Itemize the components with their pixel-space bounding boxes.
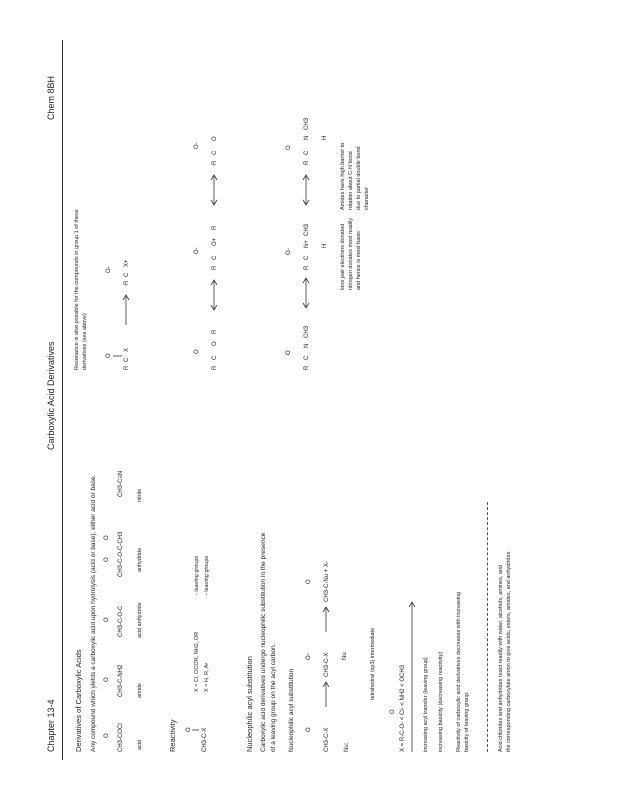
svg-text:O: O: [286, 145, 292, 150]
svg-text:O-: O-: [194, 142, 200, 149]
svg-text:CH3-C-O-C: CH3-C-O-C: [118, 605, 124, 637]
svg-text:C: C: [304, 150, 310, 155]
svg-text:O: O: [104, 617, 110, 622]
svg-text:O: O: [104, 535, 110, 540]
svg-text:O: O: [104, 557, 110, 562]
resonance-structures-1: [98, 220, 158, 370]
svg-text:X: X: [124, 347, 130, 352]
svg-text:CH3-C-Nu + X-: CH3-C-Nu + X-: [324, 561, 330, 602]
course-label: Chem 8BH: [46, 75, 56, 120]
mechanism-desc-2: of a leaving group on the acyl carbon.: [270, 643, 277, 752]
derivatives-heading: Derivatives of Carboxylic Acids: [74, 649, 83, 752]
svg-text:R: R: [212, 365, 218, 370]
svg-text:O: O: [186, 727, 192, 732]
amide-resonance: [268, 110, 348, 370]
svg-text:O+: O+: [212, 237, 218, 246]
section-divider: [487, 502, 488, 752]
svg-text:O: O: [212, 136, 218, 141]
svg-text:O: O: [104, 733, 110, 738]
svg-text:C: C: [304, 355, 310, 360]
derivatives-definition: Any compound which yields a carboxylic acid upon hydrolysis (acid or base), either acid or base.: [90, 474, 97, 752]
svg-text:C: C: [124, 357, 130, 362]
rotated-page: [40, 40, 619, 760]
svg-text:CH3: CH3: [304, 117, 310, 130]
svg-text:O: O: [194, 349, 200, 354]
resonance-structures-2: [180, 120, 250, 370]
svg-text:N: N: [304, 343, 310, 348]
resonance-caption-3: and hence is most basic: [356, 230, 362, 290]
label-acid: acid: [137, 739, 143, 750]
label-anhydride: anhydride: [137, 547, 143, 572]
reactivity-footer-2: basicity of leaving group.: [464, 691, 470, 752]
svg-text:O: O: [390, 709, 396, 714]
label-acid-anhydride: acid anhydride: [137, 602, 143, 638]
svg-text:CH3-C-X: CH3-C-X: [324, 727, 330, 752]
chapter-label: Chapter 13-4: [46, 699, 56, 752]
svg-text:R: R: [304, 265, 310, 270]
svg-text:R: R: [304, 160, 310, 165]
svg-text:CH3: CH3: [304, 223, 310, 236]
svg-text:CH3: CH3: [304, 325, 310, 338]
resonance-caption-7: character: [364, 187, 370, 210]
svg-text:Nu:: Nu:: [344, 742, 350, 752]
label-amide: amide: [137, 683, 143, 698]
reactivity-footer-1: Reactivity of carboxylic acid derivatives decreases with increasing: [456, 591, 462, 752]
resonance-caption-4: Amides have high barrier to: [340, 142, 346, 210]
mechanism-scheme: [298, 552, 368, 752]
svg-text:C: C: [212, 255, 218, 260]
svg-text:O: O: [104, 677, 110, 682]
svg-text:R: R: [212, 265, 218, 270]
svg-text:O: O: [306, 579, 312, 584]
resonance-caption-2: nitrogen donates most readily: [348, 217, 354, 290]
svg-text:X+: X+: [124, 259, 130, 267]
leaving-group-order: [390, 592, 420, 752]
svg-text:C: C: [212, 355, 218, 360]
leaving-group-label: - leaving groups: [194, 555, 200, 595]
mechanism-heading-2: Nucleophilic acyl substitution: [288, 668, 295, 752]
derivative-structures: [100, 452, 140, 752]
resonance-caption-6: due to partial double bond: [356, 146, 362, 210]
svg-text:CH3-C-X: CH3-C-X: [202, 727, 208, 752]
svg-text:CH3-COCl: CH3-COCl: [118, 723, 124, 752]
reactivity-x-groups-2: X = H, R, Ar: [204, 662, 210, 692]
svg-text:CH3-C-O-C-CH3: CH3-C-O-C-CH3: [118, 531, 124, 577]
reactivity-structure: [182, 692, 222, 752]
resonance-caption-1: lone pair electrons donated: [340, 223, 346, 290]
svg-text:R: R: [212, 329, 218, 334]
leaving-group-label-2: - leaving groups: [204, 555, 210, 595]
svg-text:O: O: [106, 353, 112, 358]
svg-text:C: C: [212, 150, 218, 155]
svg-text:O-: O-: [106, 266, 112, 273]
svg-text:R: R: [212, 160, 218, 165]
svg-text:O: O: [286, 350, 292, 355]
svg-text:O: O: [212, 341, 218, 346]
order-label-1: increasing acyl transfer (leaving group): [423, 657, 429, 752]
label-nitrile: nitrile: [137, 488, 143, 502]
svg-text:N+: N+: [304, 240, 310, 248]
mechanism-heading: Nucleophilic acyl substitution: [245, 656, 254, 752]
tetrahedral-intermediate-label: tetrahedral (sp3) intermediate: [370, 627, 376, 700]
svg-text:N: N: [304, 135, 310, 140]
svg-text:CH3-C-X: CH3-C-X: [324, 652, 330, 677]
page-title: Carboxylic Acid Derivatives: [46, 341, 56, 450]
svg-text:O: O: [306, 727, 312, 732]
svg-text:O-: O-: [286, 248, 292, 255]
svg-text:Nu: Nu: [342, 652, 348, 660]
svg-text:R: R: [212, 225, 218, 230]
svg-text:O-: O-: [306, 653, 312, 660]
svg-text:R: R: [124, 280, 130, 285]
svg-text:CH3-C≡N: CH3-C≡N: [118, 470, 124, 497]
svg-text:X = R-C-O- < Cl- < NH2 < OCH3: X = R-C-O- < Cl- < NH2 < OCH3: [400, 664, 406, 752]
svg-text:CH3-C-NH2: CH3-C-NH2: [118, 664, 124, 697]
mechanism-desc-1: Carboxylic acid derivatives undergo nucleophilic substitution in the presence: [260, 532, 267, 752]
svg-text:R: R: [304, 365, 310, 370]
resonance-note-1: Resonance is also possible for the compounds in group 1 of these: [74, 209, 80, 370]
resonance-caption-5: rotation about C-N bond: [348, 151, 354, 210]
order-label-2: increasing basicity (decreasing reactivity): [438, 651, 444, 752]
reactivity-heading: Reactivity: [168, 719, 177, 752]
bottom-line-2: the corresponding carboxylate anion to give acids, esters, amides, and anhydrides.: [506, 550, 512, 752]
svg-text:H: H: [322, 243, 328, 248]
header-rule: [62, 40, 63, 760]
svg-text:H: H: [322, 135, 328, 140]
bottom-line-1: Acid chlorides and anhydrides react readily with water, alcohols, amines, and: [498, 564, 504, 752]
svg-text:O-: O-: [194, 247, 200, 254]
svg-text:C: C: [124, 272, 130, 277]
svg-text:R: R: [124, 365, 130, 370]
resonance-note-2: derivatives (see above): [82, 313, 88, 370]
reactivity-x-groups: X = Cl, OCOR, NH2, OR: [194, 631, 200, 692]
svg-text:C: C: [304, 255, 310, 260]
